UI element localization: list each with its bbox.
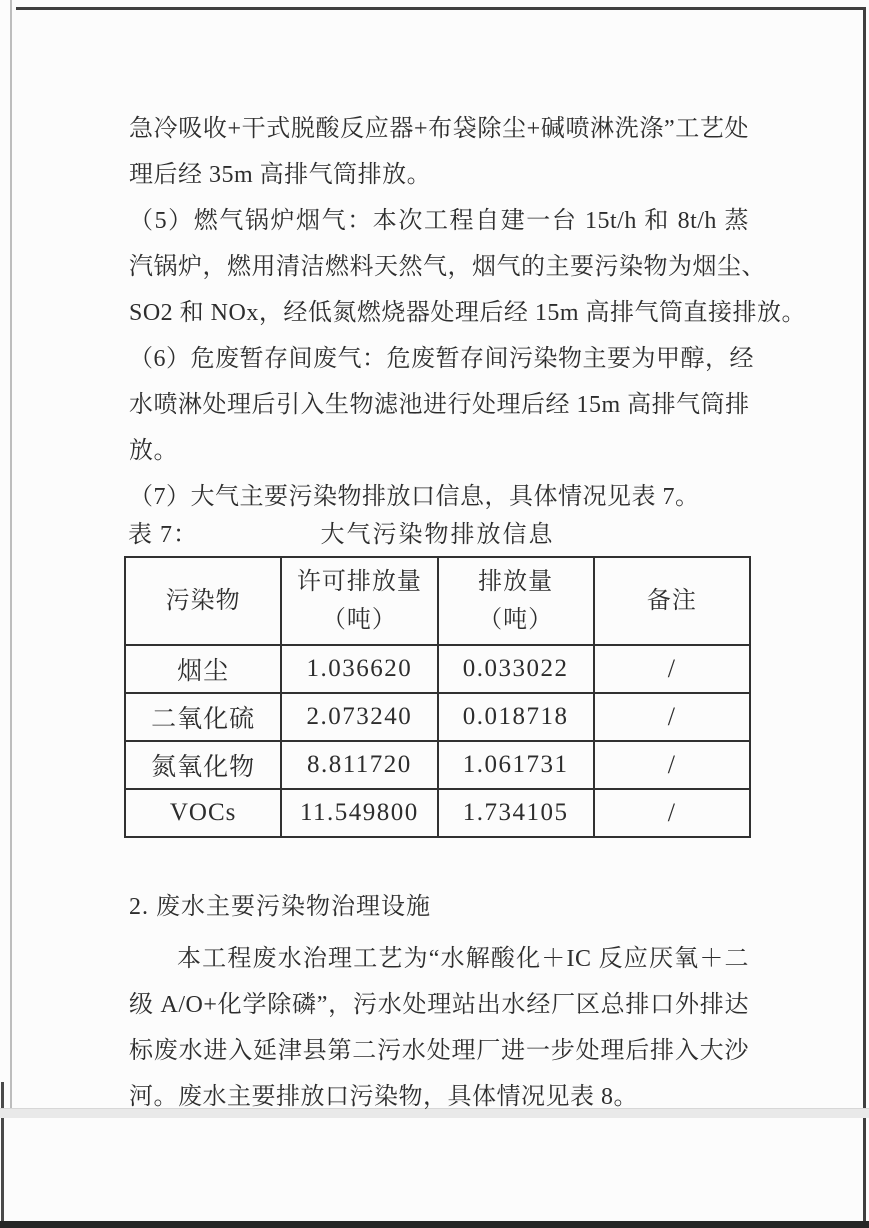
wastewater-text-block: [129, 936, 749, 1120]
table7-caption: [124, 516, 751, 554]
header-permitted-amount: [281, 557, 437, 645]
scan-edge-right: [863, 7, 866, 1222]
cell-remark: /: [594, 693, 750, 741]
paragraph-item-6: [129, 336, 754, 474]
paragraph-continuation: [129, 106, 749, 198]
table7-caption-label: 表 7：: [128, 522, 198, 548]
scan-edge-left: [10, 0, 12, 1108]
header-remark: [594, 557, 750, 645]
header-emitted-label: 排放量: [478, 569, 554, 595]
table-header-row: [125, 557, 750, 645]
header-pollutant: [125, 557, 281, 645]
table-row: [125, 693, 750, 741]
cell-pollutant-name: 烟尘: [125, 645, 281, 693]
scan-edge-left-bottom: [1, 1082, 4, 1228]
cell-emitted-value: 0.033022: [438, 645, 594, 693]
paragraph-item-5: [129, 198, 807, 336]
cell-remark: /: [594, 645, 750, 693]
text-line: 标废水进入延津县第二污水处理厂进一步处理后排入大沙: [129, 1038, 749, 1064]
table-row: [125, 789, 750, 837]
cell-permitted-value: 2.073240: [281, 693, 437, 741]
air-pollutant-emission-table: [124, 556, 751, 838]
cell-emitted-value: 1.061731: [438, 741, 594, 789]
text-line: （6）危废暂存间废气：危废暂存间污染物主要为甲醇，经: [129, 346, 754, 372]
header-emitted-amount: [438, 557, 594, 645]
text-line: 本工程废水治理工艺为“水解酸化＋IC 反应厌氧＋二: [177, 946, 749, 972]
text-line: 理后经 35m 高排气筒排放。: [129, 162, 432, 188]
text-line: （5）燃气锅炉烟气：本次工程自建一台 15t/h 和 8t/h 蒸: [129, 208, 749, 234]
section2-heading: 2. 废水主要污染物治理设施: [129, 894, 431, 920]
scan-edge-top: [16, 7, 866, 10]
cell-remark: /: [594, 741, 750, 789]
text-line: 级 A/O+化学除磷”，污水处理站出水经厂区总排口外排达: [129, 992, 749, 1018]
scan-edge-bottom: [0, 1221, 869, 1228]
table-row: [125, 645, 750, 693]
air-pollution-text-block: [129, 106, 807, 520]
text-line: 汽锅炉，燃用清洁燃料天然气，烟气的主要污染物为烟尘、: [129, 254, 766, 280]
text-line: （7）大气主要污染物排放口信息，具体情况见表 7。: [129, 484, 700, 510]
cell-emitted-value: 0.018718: [438, 693, 594, 741]
cell-permitted-value: 11.549800: [281, 789, 437, 837]
text-line: 河。废水主要排放口污染物，具体情况见表 8。: [129, 1084, 638, 1110]
header-remark-label: 备注: [646, 588, 697, 614]
paragraph-wastewater: [129, 936, 749, 1120]
table-row: [125, 741, 750, 789]
text-line: 水喷淋处理后引入生物滤池进行处理后经 15m 高排气筒排: [129, 392, 750, 418]
text-line: SO2 和 NOx，经低氮燃烧器处理后经 15m 高排气筒直接排放。: [129, 300, 807, 326]
header-permitted-unit: （吨）: [321, 607, 397, 633]
cell-permitted-value: 8.811720: [281, 741, 437, 789]
table7-caption-title: 大气污染物排放信息: [320, 522, 555, 548]
text-line: 放。: [129, 438, 178, 464]
cell-remark: /: [594, 789, 750, 837]
cell-pollutant-name: 氮氧化物: [125, 741, 281, 789]
header-emitted-unit: （吨）: [478, 607, 554, 633]
cell-permitted-value: 1.036620: [281, 645, 437, 693]
paragraph-item-7: [129, 474, 749, 520]
cell-pollutant-name: VOCs: [125, 789, 281, 837]
header-pollutant-label: 污染物: [165, 588, 241, 614]
cell-pollutant-name: 二氧化硫: [125, 693, 281, 741]
text-line: 急冷吸收+干式脱酸反应器+布袋除尘+碱喷淋洗涤”工艺处: [129, 116, 749, 142]
header-permitted-label: 许可排放量: [296, 569, 422, 595]
cell-emitted-value: 1.734105: [438, 789, 594, 837]
